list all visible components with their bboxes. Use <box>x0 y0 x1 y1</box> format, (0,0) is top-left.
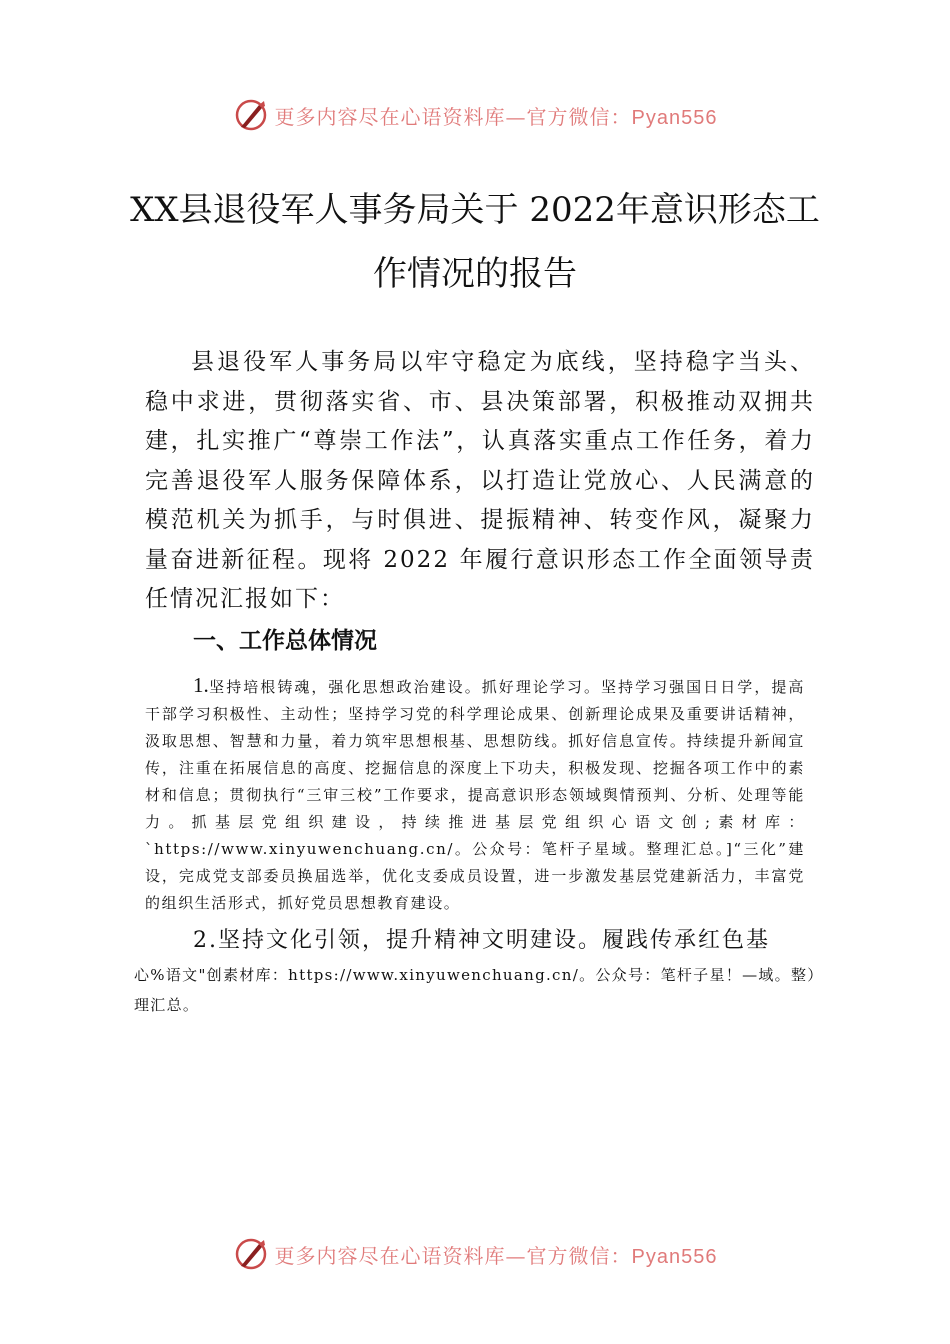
footer-watermark <box>0 1234 950 1274</box>
item-2-heading: 2.坚持文化引领，提升精神文明建设。履践传承红色基 <box>193 928 770 953</box>
item-1-text: 坚持培根铸魂，强化思想政治建设。抓好理论学习。坚持学习强国日日学，提高干部学习积极性、主动性；坚持学习党的科学理论成果、创新理论成果及重要讲话精神，汲取思想、智慧和力量，着力筑牢思想根基、思想防线。抓好信息宣传。持续提升新闻宣传，注重在拓展信息的高度、挖掘信息的深度上下功夫，积极发现、挖掘各项工作中的素材和信息；贯彻执行“三审三校”工作要求，提高意识形态领域舆情预判、分析、处理等能力。抓基层党组织建设，持续推进基层党组织心语文创;素材库：`https://www.xinyuwenchuang.cn/。公众号：笔杆子星域。整理汇总。]“三化”建设，完成党支部委员换届选举，优化支委成员设置，进一步激发基层党建新活力，丰富党的组织生活形式，抓好党员思想教育建设。 <box>145 678 805 912</box>
watermark-text: 更多内容尽在心语资料库—官方微信：Pyan556 <box>274 1243 718 1268</box>
intro-paragraph: 县退役军人事务局以牢守稳定为底线，坚持稳字当头、稳中求进，贯彻落实省、市、县决策部署，积极推动双拥共建，扎实推广“尊崇工作法”，认真落实重点工作任务，着力完善退役军人服务保障体系，以打造让党放心、人民满意的模范机关为抓手，与时俱进、提振精神、转变作风，凝聚力量奋进新征程。现将 2022 年履行意识形态工作全面领导责任情况汇报如下： <box>145 349 815 612</box>
header-watermark <box>0 95 950 135</box>
document-title: XX县退役军人事务局关于 2022年意识形态工作情况的报告 <box>130 190 820 294</box>
watermark-text: 更多内容尽在心语资料库—官方微信：Pyan556 <box>274 104 718 129</box>
section-heading-1: 一、工作总体情况 <box>193 628 377 654</box>
item-1-number: 1. <box>193 673 209 697</box>
quill-pen-icon <box>233 97 269 133</box>
item-2-continuation: 心%语文"创素材库：https://www.xinyuwenchuang.cn/。公众号：笔杆子星！—域。整）理汇总。 <box>134 966 824 1014</box>
quill-pen-icon <box>233 1236 269 1272</box>
item-1-paragraph <box>145 672 805 917</box>
